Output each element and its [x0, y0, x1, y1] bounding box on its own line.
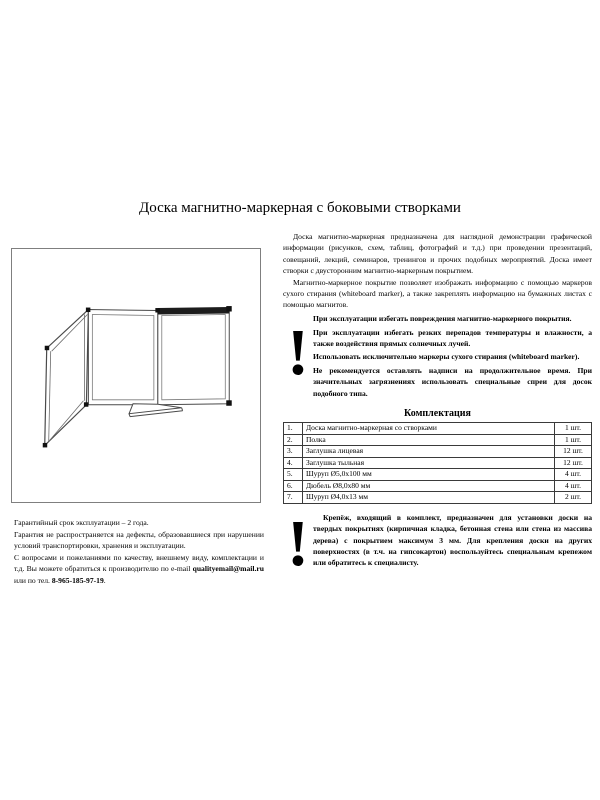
- kit-heading: Комплектация: [404, 408, 471, 420]
- exclamation-icon: !: [287, 506, 309, 580]
- table-row: [284, 469, 592, 481]
- whiteboard-illustration: [12, 249, 260, 502]
- mounting-note-text: Крепёж, входящий в комплект, предназначен для установки доски на твердых покрытиях (кирпичная кладка, бетонная стена или стена из массива дерева) с покрытием максимум 3 мм. Для крепления доски на других поверхностях (в т.ч. на гипсокартон) воспользуйтесь специальным крепежом или обратитесь к специалисту.: [313, 512, 592, 568]
- table-row: [284, 480, 592, 492]
- table-row: [284, 446, 592, 458]
- contacts-text: С вопросами и пожеланиями по качеству, внешнему виду, комплектации и т.д. Вы можете обратиться к производителю по e-mail: [14, 552, 264, 574]
- kit-table: [283, 422, 592, 504]
- kit-row-num: 5.: [284, 469, 303, 481]
- usage-warnings-block: [283, 313, 592, 401]
- kit-row-num: 3.: [284, 446, 303, 458]
- contacts-text: .: [103, 575, 106, 585]
- kit-row-qty: 12 шт.: [555, 446, 592, 458]
- illustration-frame: [11, 248, 261, 503]
- warranty-disclaimer: Гарантия не распространяется на дефекты, образовавшиеся при нарушении условий транспортировки, хранения и эксплуатации.: [14, 529, 264, 551]
- contacts-text: или по тел.: [14, 575, 52, 585]
- intro-paragraph-1: Доска магнитно-маркерная предназначена для наглядной демонстрации графической информации (рисунков, схем, таблиц, фотографий и т.д.) при проведении презентаций, совещаний, лекций, семинаров, тренингов и прочих подобных мероприятий. Доска имеет створки с двусторонним магнитно-маркерным покрытием.: [283, 232, 592, 276]
- table-row: [284, 457, 592, 469]
- kit-row-name: Шуруп Ø5,0x100 мм: [303, 469, 555, 481]
- email-text: qualityemail@mail.ru: [192, 564, 264, 574]
- warning-item: При эксплуатации избегать резких перепадов температуры и влажности, а также воздействия прямых солнечных лучей.: [313, 327, 592, 348]
- kit-row-qty: 12 шт.: [555, 457, 592, 469]
- intro-paragraph-2: Магнитно-маркерное покрытие позволяет изображать информацию с помощью маркеров сухого стирания (whiteboard marker), а также закреплять информацию на бумажных листах с помощью магнитов.: [283, 277, 592, 310]
- kit-row-num: 6.: [284, 480, 303, 492]
- table-row: [284, 434, 592, 446]
- warning-item: Не рекомендуется оставлять надписи на продолжительное время. При значительных загрязнениях использовать специальные спреи для досок подобного типа.: [313, 366, 592, 398]
- kit-row-num: 7.: [284, 492, 303, 504]
- kit-row-name: Заглушка тыльная: [303, 457, 555, 469]
- table-row: [284, 423, 592, 435]
- warranty-term: Гарантийный срок эксплуатации – 2 года.: [14, 518, 149, 527]
- right-column: [283, 231, 592, 580]
- kit-row-name: Полка: [303, 434, 555, 446]
- kit-row-name: Заглушка лицевая: [303, 446, 555, 458]
- phone-text: 8-965-185-97-19: [51, 575, 104, 585]
- warranty-block: [14, 517, 264, 587]
- page-title: Доска магнитно-маркерная с боковыми створками: [139, 200, 461, 216]
- table-row: [284, 492, 592, 504]
- kit-row-qty: 1 шт.: [555, 423, 592, 435]
- kit-row-name: Шуруп Ø4,0x13 мм: [303, 492, 555, 504]
- warranty-contacts: [14, 552, 264, 587]
- kit-row-name: Доска магнитно-маркерная со створками: [303, 423, 555, 435]
- kit-row-qty: 2 шт.: [555, 492, 592, 504]
- kit-row-num: 2.: [284, 434, 303, 446]
- mounting-note-block: [283, 506, 592, 580]
- kit-row-qty: 4 шт.: [555, 480, 592, 492]
- warning-item: При эксплуатации избегать повреждения магнитно-маркерного покрытия.: [313, 313, 572, 323]
- kit-row-num: 1.: [284, 423, 303, 435]
- kit-row-num: 4.: [284, 457, 303, 469]
- exclamation-icon: !: [287, 315, 309, 389]
- kit-row-qty: 1 шт.: [555, 434, 592, 446]
- kit-row-qty: 4 шт.: [555, 469, 592, 481]
- warning-item: Использовать исключительно маркеры сухого стирания (whiteboard marker).: [313, 352, 580, 362]
- kit-row-name: Дюбель Ø8,0x80 мм: [303, 480, 555, 492]
